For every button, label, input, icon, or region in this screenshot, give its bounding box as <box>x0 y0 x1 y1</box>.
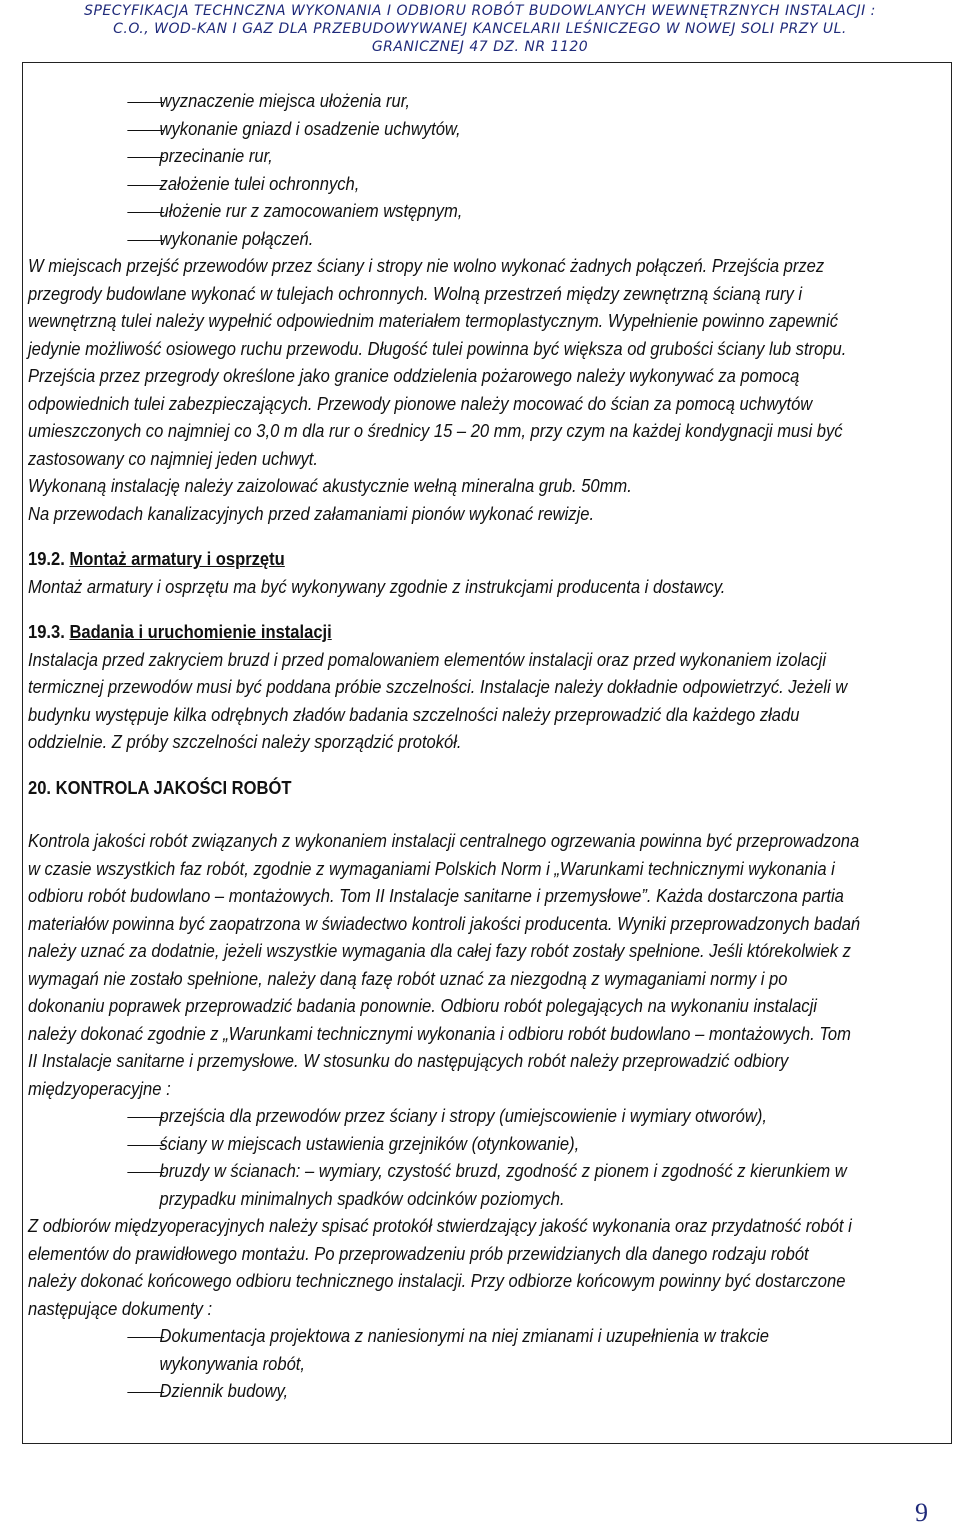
page-content <box>28 88 861 1406</box>
list-item: przejścia dla przewodów przez ściany i stropy (umiejscowienie i wymiary otworów), <box>28 1103 861 1131</box>
list-item: Dziennik budowy, <box>28 1378 861 1406</box>
section-20-heading <box>28 775 861 803</box>
section-number: 19.3. <box>28 622 65 642</box>
header-line-2: C.O., WOD-KAN I GAZ DLA PRZEBUDOWYWANEJ KANCELARII LEŚNICZEGO W NOWEJ SOLI PRZY UL. <box>113 21 847 37</box>
list-item: bruzdy w ścianach: – wymiary, czystość bruzd, zgodność z pionem i zgodność z kierunkiem w przypadku minimalnych spadków odcinków poziomych. <box>28 1158 861 1213</box>
section-20-text-2: Z odbiorów międzyoperacyjnych należy spisać protokół stwierdzający jakość wykonania oraz przydatność robót i elementów do prawidłowego montażu. Po przeprowadzeniu prób przewidzianych dla danego rodzaju robót należy dokonać końcowego odbioru technicznego instalacji. Przy odbiorze końcowym powinny być dostarczone następujące dokumenty : <box>28 1216 852 1319</box>
page-number: 9 <box>915 1498 928 1527</box>
paragraph-passages: W miejscach przejść przewodów przez ściany i stropy nie wolno wykonać żadnych połączeń. Przejścia przez przegrody budowlane wykonać w tulejach ochronnych. Wolną przestrzeń między zewnętrzną ścianą rury i wewnętrzną tulei należy wypełnić odpowiednim materiałem termoplastycznym. Wypełnienie powinno zapewnić jedynie możliwość osiowego ruchu przewodu. Długość tulei powinna być większa od grubości ściany lub stropu. Przejścia przez przegrody określone jako granice oddzielenia pożarowego należy wykonywać za pomocą odpowiednich tulei zabezpieczających. Przewody pionowe należy mocować do ścian za pomocą uchwytów umieszczonych co najmniej co 3,0 m dla rur o średnicy 15 – 20 mm, przy czym na każdej kondygnacji musi być zastosowany co najmniej jeden uchwyt. <box>28 256 847 469</box>
paragraph-revisions: Na przewodach kanalizacyjnych przed załamaniami pionów wykonać rewizje. <box>28 503 595 524</box>
header-line-3: GRANICZNEJ 47 DZ. NR 1120 <box>371 39 589 55</box>
section-title: Badania i uruchomienie instalacji <box>69 622 332 642</box>
paragraph-insulation: Wykonaną instalację należy zaizolować akustycznie wełną mineralna grub. 50mm. <box>28 476 632 496</box>
interoperational-checks-list <box>28 1103 861 1213</box>
document-header <box>30 2 930 56</box>
section-title: Montaż armatury i osprzętu <box>69 549 285 569</box>
section-19-2-heading <box>28 546 861 574</box>
header-line-1: SPECYFIKACJA TECHNCZNA WYKONANIA I ODBIORU ROBÓT BUDOWLANYCH WEWNĘTRZNYCH INSTALACJI : <box>84 3 876 19</box>
list-item: wykonanie gniazd i osadzenie uchwytów, <box>28 116 861 144</box>
section-19-3-heading <box>28 619 861 647</box>
section-title: KONTROLA JAKOŚCI ROBÓT <box>55 777 292 798</box>
list-item: przecinanie rur, <box>28 143 861 171</box>
section-number: 20. <box>28 777 52 798</box>
list-item: ściany w miejscach ustawienia grzejników (otynkowanie), <box>28 1131 861 1159</box>
section-19-3-text: Instalacja przed zakryciem bruzd i przed pomalowaniem elementów instalacji oraz przed wykonaniem izolacji termicznej przewodów musi być poddana próbie szczelności. Instalacje należy dokładnie odpowietrzyć. Jeżeli w budynku występuje kilka odrębnych zładów badania szczelności należy przeprowadzić dla każdego zładu oddzielnie. Z próby szczelności należy sporządzić protokół. <box>28 649 848 752</box>
installation-steps-list <box>28 88 861 253</box>
section-19-2-text: Montaż armatury i osprzętu ma być wykonywany zgodnie z instrukcjami producenta i dostawcy. <box>28 576 726 597</box>
list-item: założenie tulei ochronnych, <box>28 171 861 199</box>
list-item: wykonanie połączeń. <box>28 226 861 254</box>
section-number: 19.2. <box>28 549 65 569</box>
section-20-text: Kontrola jakości robót związanych z wykonaniem instalacji centralnego ogrzewania powinna być przeprowadzona w czasie wszystkich faz robót, zgodnie z wymaganiami Polskich Norm i „Warunkami technicznymi wykonania i odbioru robót budowlano – montażowych. Tom II Instalacje sanitarne i przemysłowe”. Każda dostarczona partia materiałów powinna być zaopatrzona w świadectwo kontroli jakości producenta. Wyniki przeprowadzonych badań należy uznać za dodatnie, jeżeli wszystkie wymagania dla całej fazy robót zostały spełnione. Jeśli którekolwiek z wymagań nie zostało spełnione, należy daną fazę robót uznać za niezgodną z wymaganiami normy i po dokonaniu poprawek przeprowadzić badania ponownie. Odbioru robót polegających na wykonaniu instalacji należy dokonać zgodnie z „Warunkami technicznymi wykonania i odbioru robót budowlano – montażowych. Tom II Instalacje sanitarne i przemysłowe. W stosunku do następujących robót należy przeprowadzić odbiory międzyoperacyjne : <box>28 831 861 1099</box>
documents-list <box>28 1323 861 1406</box>
list-item: ułożenie rur z zamocowaniem wstępnym, <box>28 198 861 226</box>
list-item: Dokumentacja projektowa z naniesionymi na niej zmianami i uzupełnienia w trakcie wykonywania robót, <box>28 1323 861 1378</box>
list-item: wyznaczenie miejsca ułożenia rur, <box>28 88 861 116</box>
